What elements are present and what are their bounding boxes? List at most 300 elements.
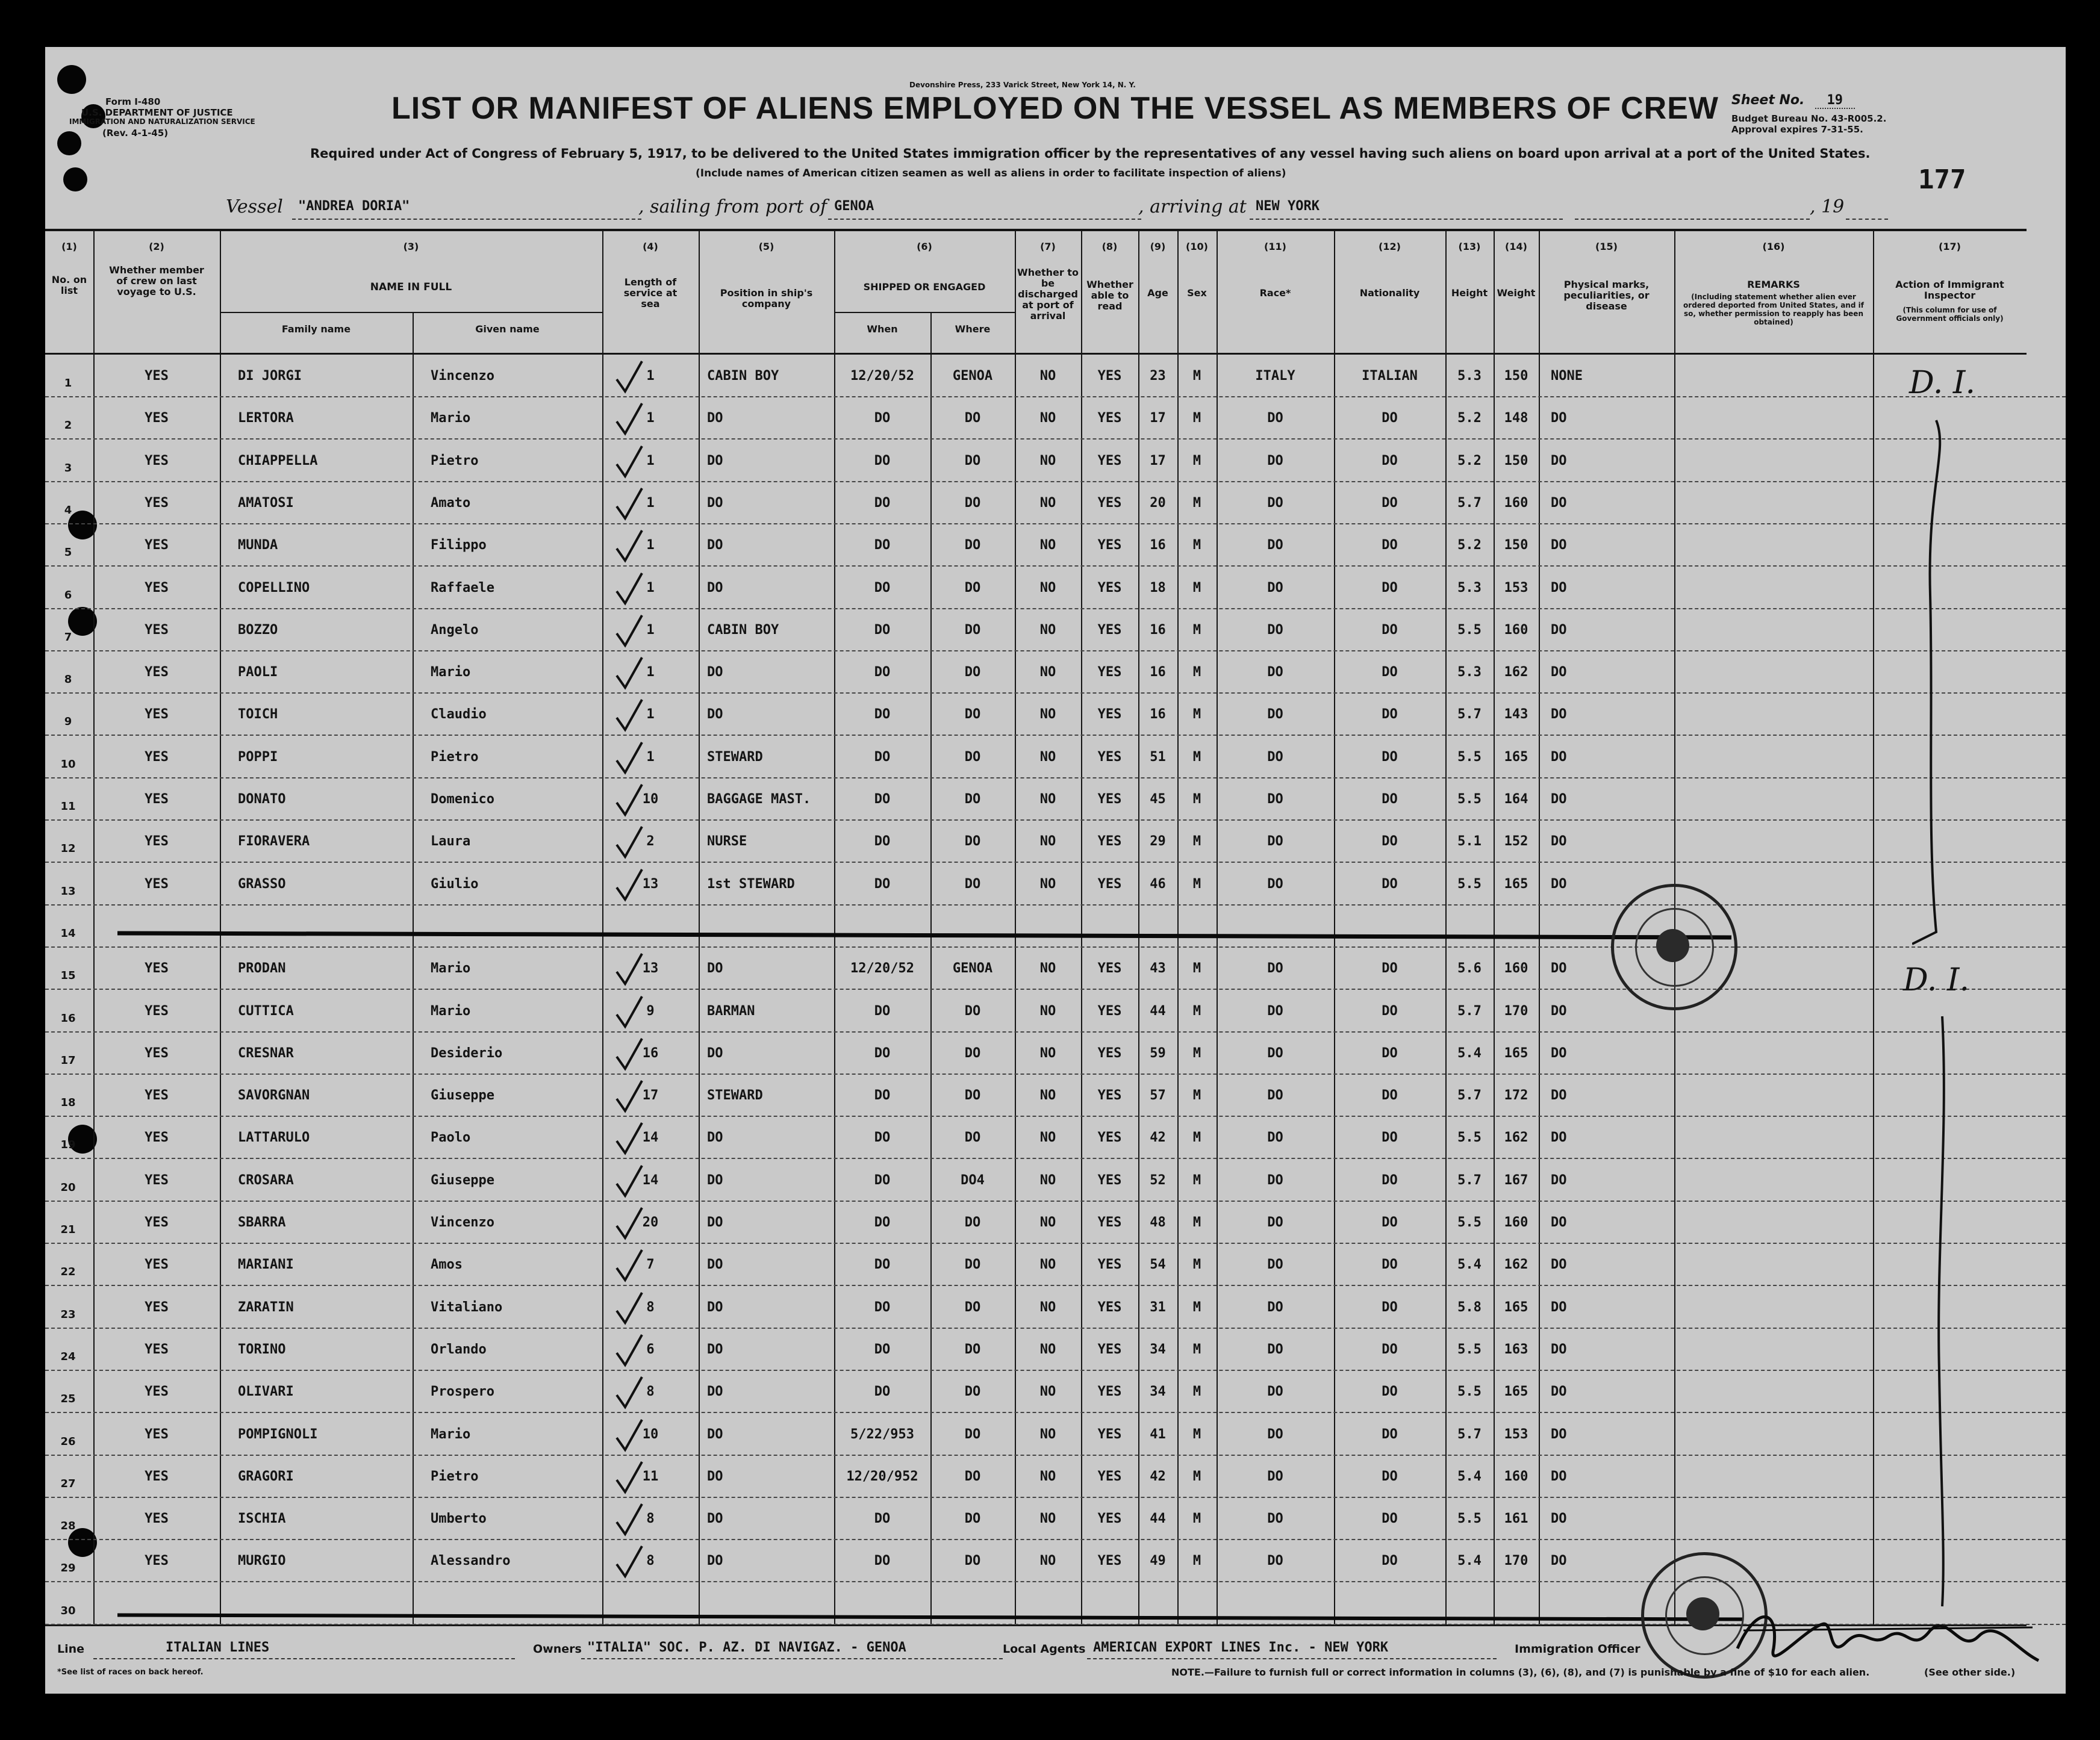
cell-when: DO xyxy=(874,1511,891,1527)
cell-given: Laura xyxy=(431,834,471,850)
row-number: 19 xyxy=(60,1139,76,1152)
table-row xyxy=(45,651,2066,694)
agents-label: Local Agents xyxy=(1003,1642,1086,1656)
checkmark-icon xyxy=(614,994,644,1030)
cell-read: YES xyxy=(1097,538,1122,553)
form-id: Form I-480 xyxy=(105,96,161,107)
cell-discharge: NO xyxy=(1039,749,1056,765)
cell-race: DO xyxy=(1267,1003,1283,1019)
cell-given: Prospero xyxy=(431,1384,494,1400)
cell-height: 5.5 xyxy=(1457,1384,1482,1400)
cell-sex: M xyxy=(1192,1003,1201,1019)
cell-marks: DO xyxy=(1551,495,1567,511)
cell-weight: 165 xyxy=(1504,1045,1528,1061)
row-number: 5 xyxy=(64,546,72,559)
cell-age: 29 xyxy=(1150,834,1166,850)
cell-position: 1st STEWARD xyxy=(707,876,795,892)
cell-sex: M xyxy=(1192,1426,1201,1442)
row-number: 12 xyxy=(60,842,76,856)
cell-when: DO xyxy=(874,1130,891,1146)
cell-weight: 153 xyxy=(1504,580,1528,595)
cell-service: 1 xyxy=(646,622,655,638)
page-subtitle: Required under Act of Congress of February 5, 1917, to be delivered to the United States immigration officer by the representatives of any vessel having such aliens on board upon arrival at a port of the United States. xyxy=(310,146,1871,161)
cell-family: SBARRA xyxy=(238,1215,286,1230)
cell-where: GENOA xyxy=(952,368,993,384)
cell-discharge: NO xyxy=(1039,1215,1056,1230)
cell-position: DO xyxy=(707,411,723,426)
department: U.S. DEPARTMENT OF JUSTICE xyxy=(81,107,233,118)
cell-where: DO xyxy=(964,1426,981,1442)
cell-family: MURGIO xyxy=(238,1553,286,1569)
cell-given: Giuseppe xyxy=(431,1172,494,1188)
cell-marks: DO xyxy=(1551,1384,1567,1400)
cell-family: CHIAPPELLA xyxy=(238,453,318,468)
table-row xyxy=(45,1244,2066,1286)
cell-position: DO xyxy=(707,580,723,595)
cell-age: 49 xyxy=(1150,1553,1166,1569)
cell-marks: DO xyxy=(1551,961,1567,977)
col-header-sex: Sex xyxy=(1187,287,1207,299)
cell-given: Desiderio xyxy=(431,1045,503,1061)
cell-height: 5.2 xyxy=(1457,453,1482,468)
cell-race: DO xyxy=(1267,1468,1283,1484)
cell-weight: 162 xyxy=(1504,665,1528,680)
cell-height: 5.8 xyxy=(1457,1299,1482,1315)
cell-service: 20 xyxy=(642,1215,659,1230)
cell-age: 59 xyxy=(1150,1045,1166,1061)
cell-sex: M xyxy=(1192,1384,1201,1400)
col-header-weight: Weight xyxy=(1497,287,1536,299)
cell-race: ITALY xyxy=(1255,368,1295,384)
cell-nationality: DO xyxy=(1382,1172,1398,1188)
cell-service: 9 xyxy=(646,1003,655,1019)
cell-weight: 161 xyxy=(1504,1511,1528,1527)
row-number: 7 xyxy=(64,630,72,644)
checkmark-icon xyxy=(614,867,644,903)
cell-member: YES xyxy=(145,1257,169,1273)
row-number: 3 xyxy=(64,461,72,474)
cell-discharge: NO xyxy=(1039,368,1056,384)
cell-position: DO xyxy=(707,961,723,977)
arriving-label: , arriving at xyxy=(1138,196,1247,217)
table-row xyxy=(45,524,2066,567)
cell-weight: 153 xyxy=(1504,1426,1528,1442)
cell-sex: M xyxy=(1192,368,1201,384)
cell-race: DO xyxy=(1267,538,1283,553)
cell-marks: DO xyxy=(1551,1130,1567,1146)
cell-position: BARMAN xyxy=(707,1003,755,1019)
cell-race: DO xyxy=(1267,665,1283,680)
col-number: (10) xyxy=(1186,241,1208,252)
cell-height: 5.1 xyxy=(1457,834,1482,850)
cell-race: DO xyxy=(1267,792,1283,807)
checkmark-icon xyxy=(614,782,644,818)
cell-member: YES xyxy=(145,1426,169,1442)
cell-nationality: DO xyxy=(1382,538,1398,553)
cell-height: 5.5 xyxy=(1457,792,1482,807)
col-header-height: Height xyxy=(1451,287,1488,299)
cell-nationality: DO xyxy=(1382,495,1398,511)
cell-when: DO xyxy=(874,411,891,426)
col-header-when: When xyxy=(867,323,898,335)
cell-race: DO xyxy=(1267,1384,1283,1400)
inspector-mark: D. I. xyxy=(1909,365,1975,401)
table-row xyxy=(45,948,2066,990)
cell-discharge: NO xyxy=(1039,1468,1056,1484)
cell-discharge: NO xyxy=(1039,411,1056,426)
cell-race: DO xyxy=(1267,1553,1283,1569)
cell-read: YES xyxy=(1097,707,1122,722)
table-row xyxy=(45,1033,2066,1075)
cell-age: 31 xyxy=(1150,1299,1166,1315)
cell-given: Orlando xyxy=(431,1341,487,1357)
cell-nationality: DO xyxy=(1382,411,1398,426)
cell-position: DO xyxy=(707,707,723,722)
cell-age: 48 xyxy=(1150,1215,1166,1230)
cell-family: OLIVARI xyxy=(238,1384,294,1400)
cell-nationality: DO xyxy=(1382,1088,1398,1104)
cell-nationality: ITALIAN xyxy=(1362,368,1418,384)
cell-marks: DO xyxy=(1551,707,1567,722)
cell-position: DO xyxy=(707,1384,723,1400)
cell-service: 1 xyxy=(646,495,655,511)
cell-where: DO xyxy=(964,1257,981,1273)
row-number: 1 xyxy=(64,377,72,390)
checkmark-icon xyxy=(614,444,644,480)
cell-position: DO xyxy=(707,1341,723,1357)
table-row xyxy=(45,1287,2066,1329)
cell-family: PAOLI xyxy=(238,665,278,680)
cell-given: Paolo xyxy=(431,1130,471,1146)
cell-where: DO xyxy=(964,1130,981,1146)
cell-where: DO xyxy=(964,1215,981,1230)
cell-where: DO xyxy=(964,622,981,638)
table-row xyxy=(45,990,2066,1033)
cell-position: DO xyxy=(707,1215,723,1230)
checkmark-icon xyxy=(614,1205,644,1241)
cell-discharge: NO xyxy=(1039,1511,1056,1527)
cell-given: Alessandro xyxy=(431,1553,511,1569)
page-title: LIST OR MANIFEST OF ALIENS EMPLOYED ON THE VESSEL AS MEMBERS OF CREW xyxy=(391,91,1719,126)
vessel-label: Vessel xyxy=(226,196,283,217)
cell-nationality: DO xyxy=(1382,1426,1398,1442)
cell-service: 14 xyxy=(642,1172,659,1188)
cell-given: Mario xyxy=(431,1426,471,1442)
cell-marks: DO xyxy=(1551,622,1567,638)
punch-hole xyxy=(57,131,81,155)
cell-when: DO xyxy=(874,1003,891,1019)
row-number: 16 xyxy=(60,1011,76,1025)
cell-race: DO xyxy=(1267,1426,1283,1442)
cell-sex: M xyxy=(1192,1299,1201,1315)
cell-when: DO xyxy=(874,622,891,638)
cell-age: 44 xyxy=(1150,1511,1166,1527)
cell-given: Umberto xyxy=(431,1511,487,1527)
service-name: IMMIGRATION AND NATURALIZATION SERVICE xyxy=(69,117,255,126)
table-row xyxy=(45,1498,2066,1540)
cell-given: Vincenzo xyxy=(431,1215,494,1230)
checkmark-icon xyxy=(614,528,644,564)
col-number: (13) xyxy=(1458,241,1481,252)
cell-position: DO xyxy=(707,1045,723,1061)
local-agents: AMERICAN EXPORT LINES Inc. - NEW YORK xyxy=(1093,1640,1389,1655)
cell-given: Pietro xyxy=(431,453,479,468)
cell-family: CRESNAR xyxy=(238,1045,294,1061)
cell-family: TORINO xyxy=(238,1341,286,1357)
cell-where: DO xyxy=(964,876,981,892)
cell-sex: M xyxy=(1192,1045,1201,1061)
cell-marks: DO xyxy=(1551,1511,1567,1527)
cell-race: DO xyxy=(1267,1088,1283,1104)
cell-when: DO xyxy=(874,495,891,511)
cell-when: 12/20/52 xyxy=(850,961,914,977)
col-header-family-name: Family name xyxy=(281,323,351,335)
cell-where: DO xyxy=(964,580,981,595)
cell-when: 5/22/953 xyxy=(850,1426,914,1442)
col-number: (9) xyxy=(1150,241,1166,252)
row-number: 13 xyxy=(60,884,76,898)
cell-member: YES xyxy=(145,1384,169,1400)
cell-height: 5.5 xyxy=(1457,1215,1482,1230)
cell-service: 16 xyxy=(642,1045,659,1061)
cell-position: DO xyxy=(707,1299,723,1315)
col-header-service-length: Length of service at sea xyxy=(623,276,678,309)
cell-service: 1 xyxy=(646,368,655,384)
line-underline xyxy=(93,1658,515,1659)
cell-where: DO xyxy=(964,1341,981,1357)
page-note: (Include names of American citizen seamen as well as aliens in order to facilitate inspection of aliens) xyxy=(696,167,1286,179)
cell-position: DO xyxy=(707,1426,723,1442)
manifest-sheet xyxy=(45,47,2066,1694)
cell-race: DO xyxy=(1267,1257,1283,1273)
cell-when: DO xyxy=(874,1257,891,1273)
col-header-discharged: Whether to be discharged at port of arrival xyxy=(1017,267,1079,322)
cell-where: DO xyxy=(964,1468,981,1484)
row-number: 27 xyxy=(60,1477,76,1490)
cell-discharge: NO xyxy=(1039,1384,1056,1400)
cell-position: DO xyxy=(707,1468,723,1484)
vessel-underline xyxy=(292,219,641,220)
cell-sex: M xyxy=(1192,876,1201,892)
cell-age: 17 xyxy=(1150,411,1166,426)
cell-weight: 152 xyxy=(1504,834,1528,850)
cell-weight: 165 xyxy=(1504,1384,1528,1400)
cell-read: YES xyxy=(1097,495,1122,511)
cell-marks: DO xyxy=(1551,834,1567,850)
cell-discharge: NO xyxy=(1039,834,1056,850)
header-bottom-rule xyxy=(45,353,2027,355)
cell-nationality: DO xyxy=(1382,1511,1398,1527)
table-row xyxy=(45,906,2066,948)
table-row xyxy=(45,440,2066,482)
cell-weight: 165 xyxy=(1504,876,1528,892)
table-row xyxy=(45,1371,2066,1413)
cell-race: DO xyxy=(1267,411,1283,426)
checkmark-icon xyxy=(614,1248,644,1284)
cell-read: YES xyxy=(1097,453,1122,468)
punch-hole xyxy=(57,65,86,94)
row-number: 14 xyxy=(60,927,76,940)
row-number: 8 xyxy=(64,673,72,686)
col-number: (6) xyxy=(917,241,932,252)
cell-discharge: NO xyxy=(1039,707,1056,722)
cell-given: Pietro xyxy=(431,749,479,765)
cell-sex: M xyxy=(1192,665,1201,680)
row-number: 30 xyxy=(60,1604,76,1617)
col-number: (5) xyxy=(758,241,774,252)
consular-seal xyxy=(1611,884,1737,1010)
cell-member: YES xyxy=(145,453,169,468)
cell-age: 52 xyxy=(1150,1172,1166,1188)
cell-race: DO xyxy=(1267,707,1283,722)
cell-marks: DO xyxy=(1551,1045,1567,1061)
cell-sex: M xyxy=(1192,495,1201,511)
cell-sex: M xyxy=(1192,538,1201,553)
cell-discharge: NO xyxy=(1039,1172,1056,1188)
col-header-last-voyage: Whether member of crew on last voyage to U.S. xyxy=(109,264,204,297)
cell-marks: DO xyxy=(1551,1299,1567,1315)
cell-when: DO xyxy=(874,538,891,553)
cell-discharge: NO xyxy=(1039,580,1056,595)
cell-when: DO xyxy=(874,453,891,468)
cell-service: 8 xyxy=(646,1384,655,1400)
table-row xyxy=(45,1202,2066,1244)
cell-marks: DO xyxy=(1551,1215,1567,1230)
col-number: (16) xyxy=(1762,241,1785,252)
cell-where: DO xyxy=(964,538,981,553)
cell-position: DO xyxy=(707,665,723,680)
penalty-note: NOTE.—Failure to furnish full or correct information in columns (3), (6), (8), and (7) is punishable by a fine of $10 for each alien. xyxy=(1171,1667,1870,1678)
inspector-bracket xyxy=(1912,414,1966,956)
checkmark-icon xyxy=(614,613,644,649)
cell-weight: 160 xyxy=(1504,1468,1528,1484)
cell-position: CABIN BOY xyxy=(707,368,779,384)
cell-nationality: DO xyxy=(1382,665,1398,680)
col-header-physical-marks: Physical marks, peculiarities, or disease xyxy=(1563,279,1650,312)
cell-height: 5.7 xyxy=(1457,495,1482,511)
cell-when: 12/20/52 xyxy=(850,368,914,384)
table-row xyxy=(45,1456,2066,1498)
cell-when: DO xyxy=(874,665,891,680)
cell-family: ZARATIN xyxy=(238,1299,294,1315)
table-row xyxy=(45,567,2066,609)
cell-weight: 160 xyxy=(1504,961,1528,977)
row-number: 4 xyxy=(64,503,72,517)
cell-age: 44 xyxy=(1150,1003,1166,1019)
table-row xyxy=(45,1117,2066,1159)
cell-when: DO xyxy=(874,1088,891,1104)
cell-service: 1 xyxy=(646,580,655,595)
cell-weight: 170 xyxy=(1504,1003,1528,1019)
cell-sex: M xyxy=(1192,453,1201,468)
cell-position: STEWARD xyxy=(707,1088,763,1104)
cell-position: DO xyxy=(707,1511,723,1527)
cell-weight: 164 xyxy=(1504,792,1528,807)
cell-height: 5.7 xyxy=(1457,1003,1482,1019)
row-number: 10 xyxy=(60,757,76,771)
cell-age: 46 xyxy=(1150,876,1166,892)
cell-where: DO xyxy=(964,1553,981,1569)
cell-weight: 148 xyxy=(1504,411,1528,426)
cell-sex: M xyxy=(1192,749,1201,765)
cell-marks: NONE xyxy=(1551,368,1583,384)
cell-given: Amos xyxy=(431,1257,463,1273)
cell-member: YES xyxy=(145,495,169,511)
checkmark-icon xyxy=(614,571,644,607)
officer-signature xyxy=(1731,1594,2045,1679)
cell-marks: DO xyxy=(1551,411,1567,426)
cell-family: ISCHIA xyxy=(238,1511,286,1527)
owners-label: Owners xyxy=(533,1642,582,1656)
cell-discharge: NO xyxy=(1039,495,1056,511)
col-number: (17) xyxy=(1939,241,1961,252)
cell-member: YES xyxy=(145,538,169,553)
table-row xyxy=(45,694,2066,736)
cell-service: 14 xyxy=(642,1130,659,1146)
approval-expiry: Approval expires 7-31-55. xyxy=(1731,124,1863,135)
cell-age: 57 xyxy=(1150,1088,1166,1104)
cell-member: YES xyxy=(145,707,169,722)
sheet-number: 19 xyxy=(1815,93,1855,109)
cell-height: 5.7 xyxy=(1457,707,1482,722)
cell-where: DO xyxy=(964,453,981,468)
cell-height: 5.2 xyxy=(1457,538,1482,553)
cell-age: 54 xyxy=(1150,1257,1166,1273)
inspector-mark: D. I. xyxy=(1903,962,1969,998)
cell-marks: DO xyxy=(1551,580,1567,595)
cell-read: YES xyxy=(1097,749,1122,765)
cell-where: DO xyxy=(964,665,981,680)
cell-nationality: DO xyxy=(1382,1045,1398,1061)
cell-given: Amato xyxy=(431,495,471,511)
cell-nationality: DO xyxy=(1382,834,1398,850)
checkmark-icon xyxy=(614,1375,644,1411)
cell-member: YES xyxy=(145,1299,169,1315)
row-number: 22 xyxy=(60,1266,76,1279)
cell-read: YES xyxy=(1097,1426,1122,1442)
cell-read: YES xyxy=(1097,1172,1122,1188)
cell-race: DO xyxy=(1267,876,1283,892)
cell-where: DO xyxy=(964,411,981,426)
cell-discharge: NO xyxy=(1039,1088,1056,1104)
col-header-age: Age xyxy=(1147,287,1168,299)
col-number: (4) xyxy=(643,241,658,252)
cell-age: 18 xyxy=(1150,580,1166,595)
cell-read: YES xyxy=(1097,1045,1122,1061)
cell-sex: M xyxy=(1192,1088,1201,1104)
checkmark-icon xyxy=(614,655,644,691)
cell-height: 5.3 xyxy=(1457,665,1482,680)
cell-race: DO xyxy=(1267,622,1283,638)
cell-where: DO xyxy=(964,1384,981,1400)
cell-weight: 150 xyxy=(1504,368,1528,384)
cell-discharge: NO xyxy=(1039,622,1056,638)
checkmark-icon xyxy=(614,1417,644,1453)
cell-service: 1 xyxy=(646,749,655,765)
cell-nationality: DO xyxy=(1382,749,1398,765)
cell-nationality: DO xyxy=(1382,1130,1398,1146)
cell-service: 2 xyxy=(646,834,655,850)
cell-height: 5.4 xyxy=(1457,1468,1482,1484)
checkmark-icon xyxy=(614,1459,644,1496)
cell-when: DO xyxy=(874,707,891,722)
cell-where: DO xyxy=(964,749,981,765)
cell-height: 5.5 xyxy=(1457,1341,1482,1357)
cell-marks: DO xyxy=(1551,1553,1567,1569)
cell-sex: M xyxy=(1192,1341,1201,1357)
col-header-list-number: No. on list xyxy=(51,274,87,296)
cell-sex: M xyxy=(1192,411,1201,426)
